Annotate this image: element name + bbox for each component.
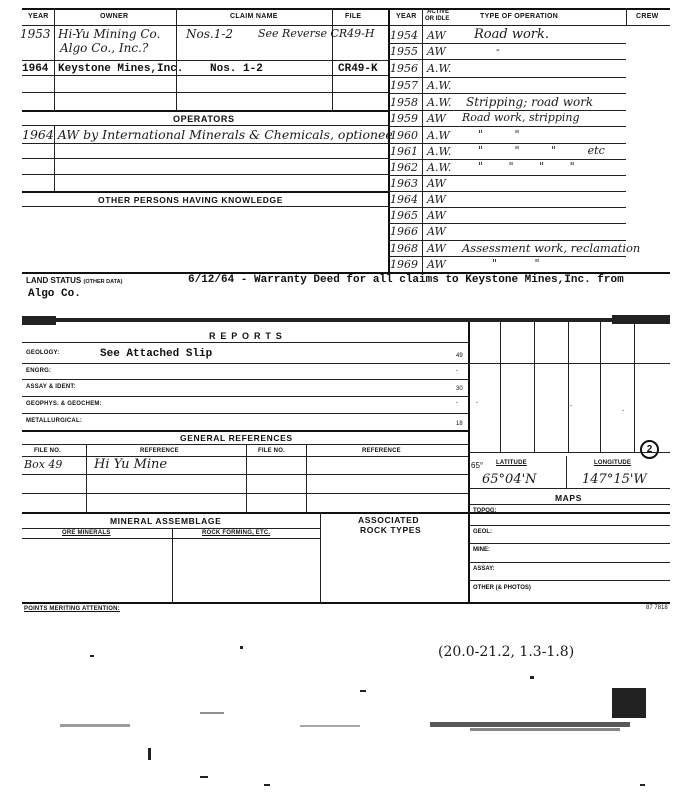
activity-7-year: 1960 <box>390 129 418 142</box>
location-circle-number: 2 <box>640 440 659 459</box>
owner-row-3-claim: Nos. 1-2 <box>210 63 263 75</box>
activity-6-type: Road work, stripping <box>462 111 580 124</box>
activity-6-status: AW <box>427 112 446 125</box>
longitude-value: 147°15'W <box>582 472 647 487</box>
activity-8-type: " " " etc <box>478 144 605 157</box>
header-file: FILE <box>345 13 362 20</box>
owner-row-1-file: See Reverse CR49-H <box>258 27 375 40</box>
activity-14-year: 1968 <box>390 242 418 255</box>
gen-ref-col-reference-2: REFERENCE <box>362 448 401 454</box>
land-status-text-1: 6/12/64 - Warranty Deed for all claims to Keystone Mines,Inc. from <box>188 274 624 286</box>
report-metallurgical-label: METALLURGICAL: <box>26 418 83 424</box>
form-code: 87 7818 <box>646 605 668 611</box>
owner-row-2-owner: Algo Co., Inc.? <box>60 41 149 55</box>
owner-row-1-owner: Hi-Yu Mining Co. <box>58 27 161 41</box>
map-assay: ASSAY: <box>473 566 495 572</box>
activity-2-status: AW <box>427 45 446 58</box>
reports-title: R E P O R T S <box>209 331 283 341</box>
gen-ref-entry-reference: Hi Yu Mine <box>94 457 168 472</box>
other-persons-title: OTHER PERSONS HAVING KNOWLEDGE <box>98 195 284 205</box>
report-engrg-label: ENGRG: <box>26 368 52 374</box>
header-active: ACTIVE <box>427 9 450 15</box>
owner-row-3-year: 1964 <box>22 63 49 75</box>
activity-4-year: 1957 <box>390 79 418 92</box>
activity-10-status: AW <box>427 177 446 190</box>
rock-types-label: ROCK TYPES <box>360 525 422 535</box>
owner-row-1-claim: Nos.1-2 <box>186 27 234 41</box>
activity-11-year: 1964 <box>390 193 418 206</box>
latitude-label: LATITUDE <box>496 460 527 466</box>
land-status-text-2: Algo Co. <box>28 288 81 300</box>
activity-1-type: Road work. <box>474 27 549 42</box>
activity-9-status: A.W. <box>427 161 452 174</box>
points-note: (20.0-21.2, 1.3-1.8) <box>438 644 575 660</box>
activity-1-status: AW <box>427 29 446 42</box>
rock-forming-label: ROCK FORMING, ETC. <box>202 530 271 536</box>
general-references-title: GENERAL REFERENCES <box>180 433 293 443</box>
header-year: YEAR <box>28 13 49 20</box>
owner-row-1-year: 1953 <box>20 27 51 41</box>
ore-minerals-label: ORE MINERALS <box>62 530 111 536</box>
activity-15-status: AW <box>427 258 446 271</box>
longitude-label: LONGITUDE <box>594 460 632 466</box>
report-geology-num: 49 <box>456 353 463 359</box>
activity-11-status: AW <box>427 193 446 206</box>
header-year-activity: YEAR <box>396 13 417 20</box>
latitude-prefix: 65° <box>471 461 484 470</box>
activity-9-year: 1962 <box>390 161 418 174</box>
activity-5-year: 1958 <box>390 96 418 109</box>
map-topog: TOPOG: <box>473 508 497 514</box>
activity-8-year: 1961 <box>390 145 418 158</box>
points-label: POINTS MERITING ATTENTION: <box>24 606 120 612</box>
map-geol: GEOL: <box>473 529 492 535</box>
map-other: OTHER (& PHOTOS) <box>473 585 531 591</box>
associated-label: ASSOCIATED <box>358 515 420 525</box>
owner-row-3-file: CR49-K <box>338 63 378 75</box>
activity-14-status: AW <box>427 242 446 255</box>
owner-row-3-owner: Keystone Mines,Inc. <box>58 63 184 75</box>
activity-3-status: A.W. <box>427 62 452 75</box>
map-mine: MINE: <box>473 547 490 553</box>
report-geology-value: See Attached Slip <box>100 348 213 360</box>
mineral-assemblage-title: MINERAL ASSEMBLAGE <box>110 516 222 526</box>
activity-6-year: 1959 <box>390 112 418 125</box>
activity-2-type: - <box>496 43 500 56</box>
activity-15-type: " " <box>492 257 540 270</box>
report-metallurgical-num: 18 <box>456 421 463 427</box>
report-assay-label: ASSAY & IDENT: <box>26 384 76 390</box>
report-assay-num: 30 <box>456 386 463 392</box>
activity-9-type: " " " " <box>478 160 575 173</box>
activity-5-status: A.W. <box>427 96 452 109</box>
header-owner: OWNER <box>100 13 129 20</box>
operators-title: OPERATORS <box>173 114 235 124</box>
header-type-of-operation: TYPE OF OPERATION <box>480 13 559 20</box>
activity-12-year: 1965 <box>390 209 418 222</box>
activity-12-status: AW <box>427 209 446 222</box>
header-claim-name: CLAIM NAME <box>230 13 278 20</box>
report-geology-label: GEOLOGY: <box>26 350 60 356</box>
header-or-idle: OR IDLE <box>425 16 450 22</box>
activity-5-type: Stripping; road work <box>466 95 594 109</box>
activity-1-year: 1954 <box>390 29 418 42</box>
report-geophys-label: GEOPHYS. & GEOCHEM: <box>26 401 102 407</box>
activity-7-type: " " <box>478 128 520 141</box>
activity-3-year: 1956 <box>390 62 418 75</box>
gen-ref-entry-file: Box 49 <box>24 458 63 471</box>
report-geophys-num: - <box>456 400 458 406</box>
latitude-value: 65°04'N <box>482 472 537 487</box>
gen-ref-col-reference: REFERENCE <box>140 448 179 454</box>
activity-2-year: 1955 <box>390 45 418 58</box>
gen-ref-col-file: FILE NO. <box>34 448 61 454</box>
activity-13-year: 1966 <box>390 225 418 238</box>
activity-15-year: 1969 <box>390 258 418 271</box>
activity-7-status: A.W <box>427 129 450 142</box>
gen-ref-col-file-2: FILE NO. <box>258 448 285 454</box>
activity-4-status: A.W. <box>427 79 452 92</box>
report-engrg-num: - <box>456 368 458 374</box>
land-status-label: LAND STATUS (OTHER DATA) <box>26 276 123 285</box>
header-crew: CREW <box>636 13 659 20</box>
operators-entry: 1964 AW by International Minerals & Chemicals, optionee <box>22 127 393 142</box>
activity-14-type: Assessment work, reclamation <box>462 241 641 255</box>
activity-10-year: 1963 <box>390 177 418 190</box>
activity-8-status: A.W. <box>427 145 452 158</box>
maps-title: MAPS <box>555 493 582 503</box>
activity-13-status: AW <box>427 225 446 238</box>
